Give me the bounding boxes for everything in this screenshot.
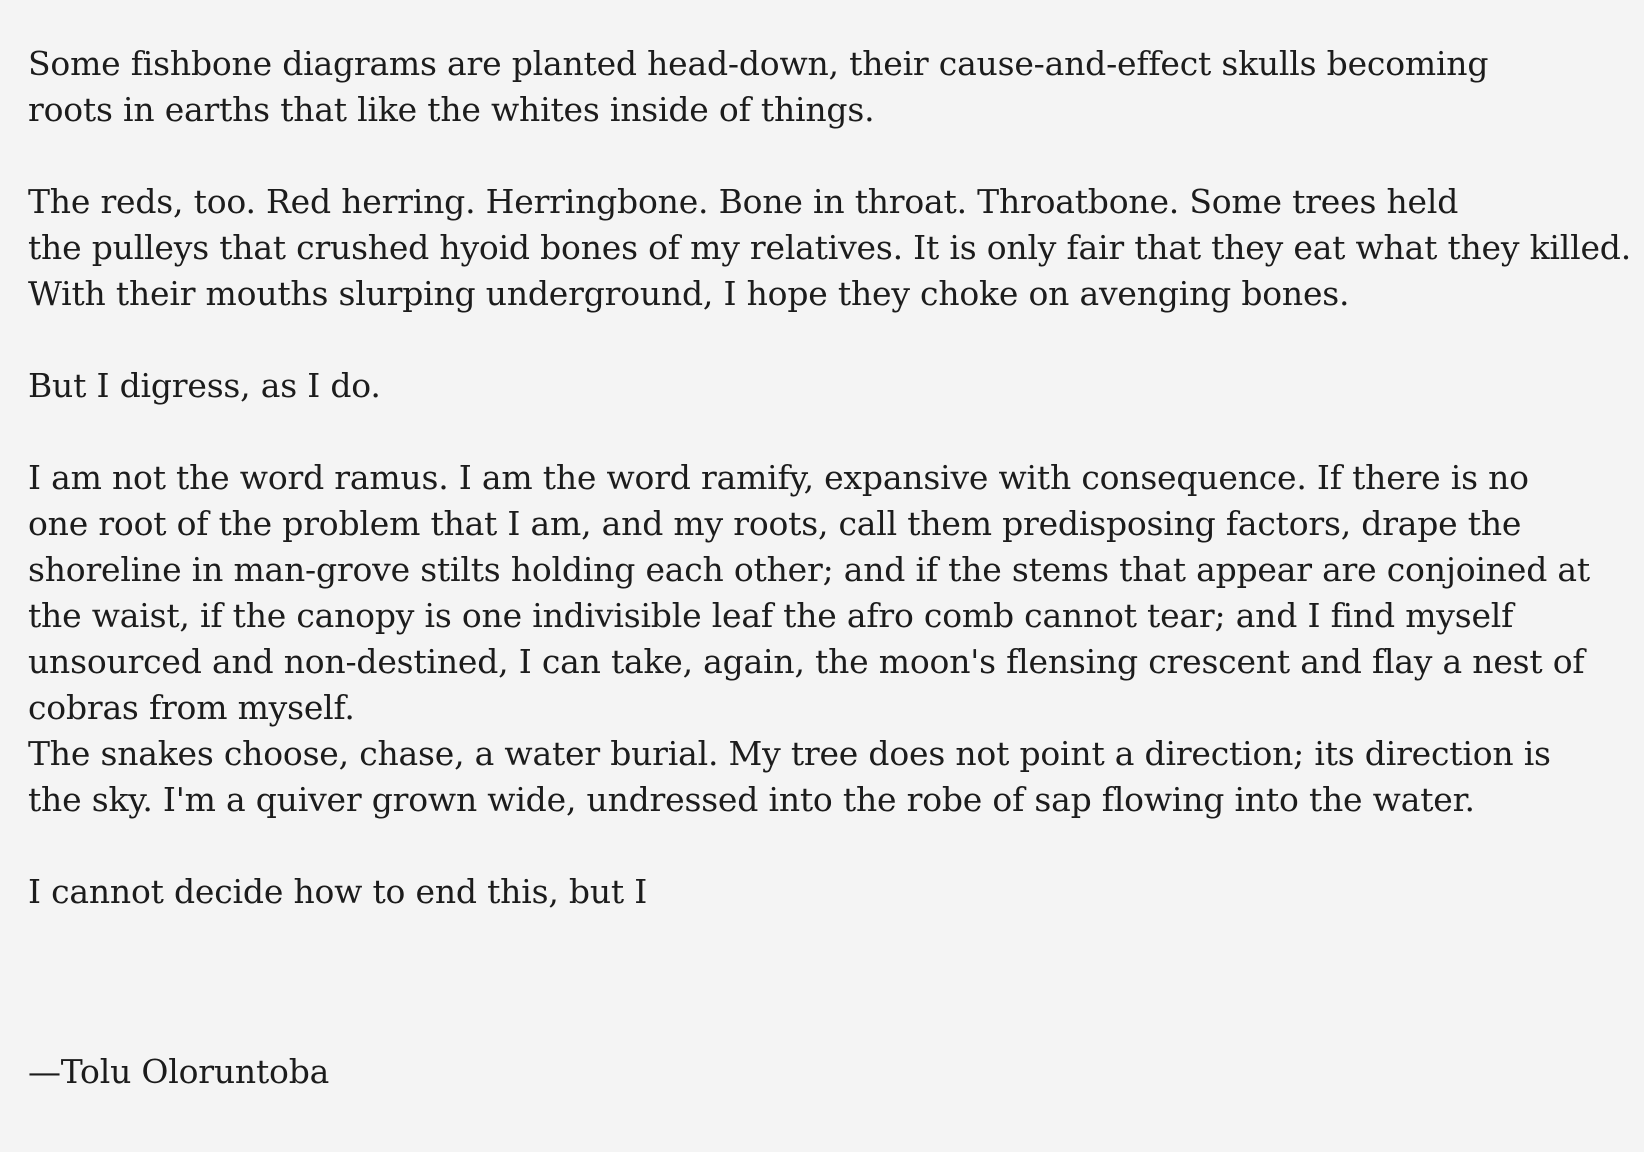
poem-line: the waist, if the canopy is one indivisible leaf the afro comb cannot tear; and I find myself xyxy=(28,596,1514,635)
poem-line: roots in earths that like the whites inside of things. xyxy=(28,90,875,129)
poem-line: I cannot decide how to end this, but I xyxy=(28,872,648,911)
poem-line: But I digress, as I do. xyxy=(28,366,381,405)
stanza-2 xyxy=(28,179,1632,317)
poem-line: I am not the word ramus. I am the word ramify, expansive with consequence. If there is no xyxy=(28,458,1529,497)
poem-line: Some fishbone diagrams are planted head-down, their cause-and-effect skulls becoming xyxy=(28,44,1489,83)
poem-line: one root of the problem that I am, and my roots, call them predisposing factors, drape the xyxy=(28,504,1522,543)
poem-line: the sky. I'm a quiver grown wide, undressed into the robe of sap flowing into the water. xyxy=(28,780,1475,819)
author-signature: —Tolu Oloruntoba xyxy=(28,1052,330,1091)
stanza-6 xyxy=(28,869,1628,915)
stanza-1 xyxy=(28,41,1628,133)
poem-line: shoreline in man-grove stilts holding each other; and if the stems that appear are conjoined at xyxy=(28,550,1590,589)
stanza-3 xyxy=(28,363,1628,409)
poem-line: the pulleys that crushed hyoid bones of my relatives. It is only fair that they eat what they killed. xyxy=(28,228,1632,267)
poem-line: unsourced and non-destined, I can take, again, the moon's flensing crescent and flay a nest of xyxy=(28,642,1585,681)
poem-line: cobras from myself. xyxy=(28,688,355,727)
poem-line: With their mouths slurping underground, I hope they choke on avenging bones. xyxy=(28,274,1350,313)
stanza-4 xyxy=(28,455,1628,731)
poem-body xyxy=(28,41,1632,961)
poem-line: The snakes choose, chase, a water burial. My tree does not point a direction; its direction is xyxy=(28,734,1551,773)
stanza-5 xyxy=(28,731,1628,823)
poem-line: The reds, too. Red herring. Herringbone. Bone in throat. Throatbone. Some trees held xyxy=(28,182,1459,221)
